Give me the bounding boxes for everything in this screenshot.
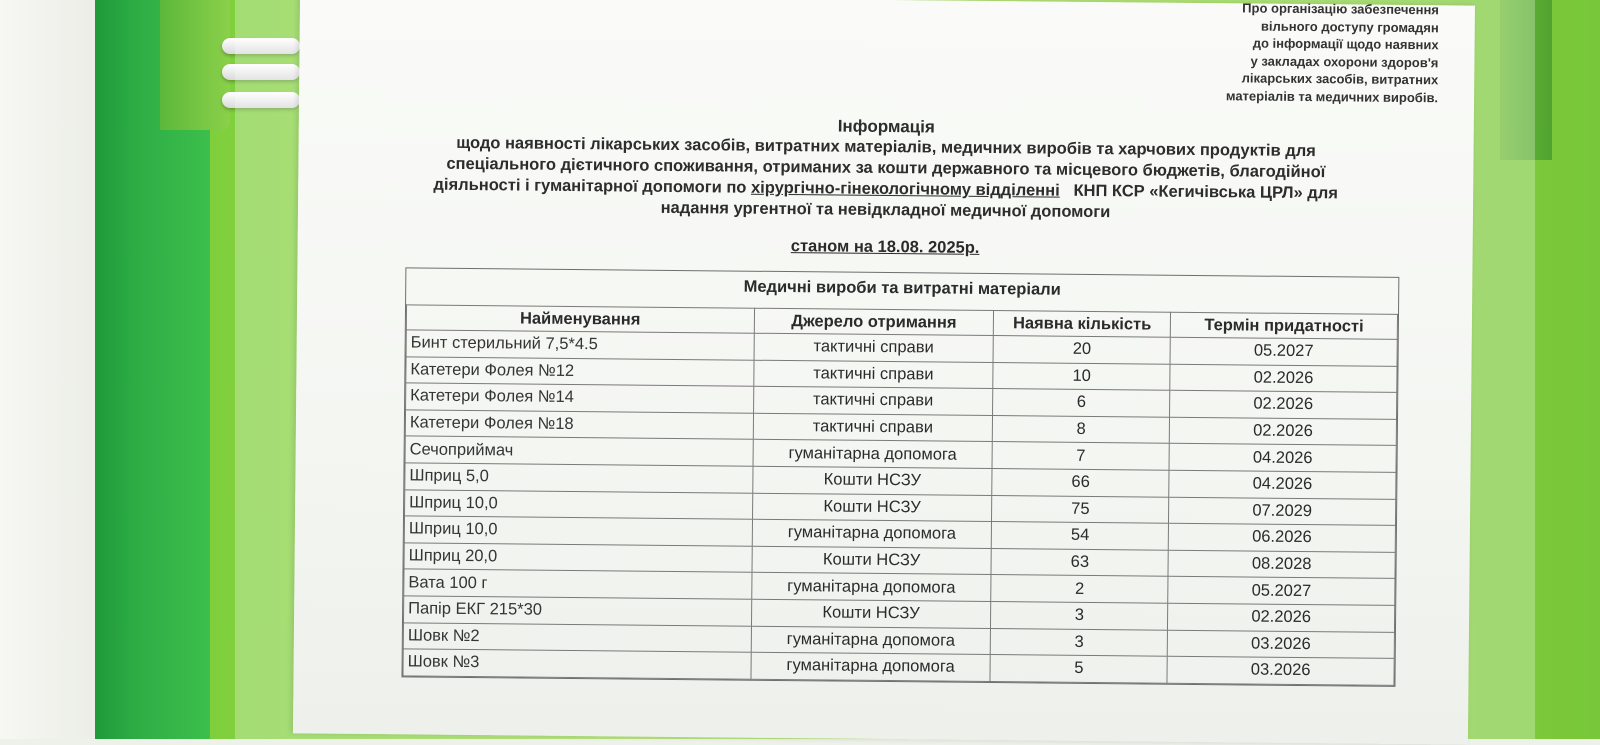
cell-name: Шприц 20,0 — [404, 543, 752, 573]
cell-expiry: 05.2027 — [1168, 577, 1395, 606]
cell-quantity: 66 — [992, 468, 1169, 496]
table-title: Медичні вироби та витратні матеріали — [743, 277, 1061, 299]
decree-line: матеріалів та медичних виробів. — [1225, 87, 1439, 105]
cell-expiry: 06.2026 — [1168, 523, 1395, 552]
cell-source: гуманітарна допомога — [752, 519, 992, 548]
header-source: Джерело отримання — [754, 308, 994, 335]
cell-name: Папір ЕКГ 215*30 — [404, 596, 752, 626]
heading-line-1: щодо наявності лікарських засобів, витратних матеріалів, медичних виробів та харчових продуктів для — [456, 133, 1316, 161]
cell-quantity: 7 — [992, 442, 1169, 470]
cell-source: тактичні справи — [753, 360, 993, 389]
cell-name: Бинт стерильний 7,5*4.5 — [406, 330, 754, 360]
cell-source: Кошти НСЗУ — [752, 466, 992, 495]
cell-name: Шприц 10,0 — [404, 516, 752, 546]
cell-expiry: 02.2026 — [1170, 364, 1397, 393]
cell-expiry: 02.2026 — [1168, 603, 1395, 632]
cell-name: Катетери Фолея №14 — [406, 383, 754, 413]
report-date: станом на 18.08. 2025р. — [790, 237, 980, 257]
department-name: хірургічно-гінекологічному відділенні — [750, 178, 1060, 200]
decree-caption — [1118, 0, 1439, 106]
document-title: Інформація — [837, 116, 935, 137]
cell-quantity: 20 — [993, 336, 1170, 364]
decree-line: Про організацію забезпечення — [1242, 0, 1440, 18]
cell-name: Катетери Фолея №12 — [406, 356, 754, 386]
decree-line: лікарських засобів, витратних — [1241, 70, 1439, 88]
cell-name: Сечоприймач — [405, 436, 753, 466]
cell-name: Шприц 5,0 — [405, 463, 753, 493]
cell-name: Шовк №3 — [403, 649, 751, 679]
cell-expiry: 04.2026 — [1169, 470, 1396, 499]
heading-line-2: спеціального дієтичного споживання, отриманих за кошти державного та місцевого бюджетів, благодійної — [446, 154, 1326, 182]
cell-expiry: 03.2026 — [1167, 656, 1394, 685]
cell-quantity: 2 — [991, 575, 1168, 603]
cell-expiry: 02.2026 — [1169, 417, 1396, 446]
header-name: Найменування — [406, 305, 754, 333]
cell-expiry: 03.2026 — [1167, 630, 1394, 659]
cell-source: тактичні справи — [753, 413, 993, 442]
header-quantity: Наявна кількість — [994, 311, 1171, 338]
heading-line-3-prefix: діяльності і гуманітарної допомоги по — [433, 175, 747, 197]
cell-source: тактичні справи — [754, 333, 994, 362]
heading-line-3-suffix: КНП КСР «Кегичівська ЦРЛ» для — [1073, 181, 1338, 203]
document-sheet — [293, 0, 1475, 745]
cell-source: гуманітарна допомога — [751, 626, 991, 655]
cell-source: тактичні справи — [753, 386, 993, 415]
cell-quantity: 75 — [992, 495, 1169, 523]
cell-name: Шовк №2 — [403, 622, 751, 652]
cell-name: Катетери Фолея №18 — [405, 410, 753, 440]
cell-quantity: 54 — [992, 522, 1169, 550]
heading-line-4: надання ургентної та невідкладної медичної допомоги — [660, 198, 1111, 222]
decree-line: до інформації щодо наявних — [1252, 35, 1439, 53]
supplies-table — [402, 304, 1398, 685]
cell-source: гуманітарна допомога — [753, 440, 993, 469]
cell-quantity: 5 — [990, 655, 1167, 683]
cell-expiry: 05.2027 — [1170, 337, 1397, 366]
cell-quantity: 10 — [993, 362, 1170, 390]
header-expiry: Термін придатності — [1170, 312, 1397, 339]
cell-quantity: 6 — [993, 389, 1170, 417]
cell-expiry: 07.2029 — [1169, 497, 1396, 526]
cell-source: Кошти НСЗУ — [752, 493, 992, 522]
cell-expiry: 04.2026 — [1169, 444, 1396, 473]
document-heading — [298, 110, 1474, 226]
binder-clip — [160, 0, 230, 130]
cell-quantity: 3 — [991, 628, 1168, 656]
cell-quantity: 8 — [993, 415, 1170, 443]
cell-name: Шприц 10,0 — [405, 489, 753, 519]
supplies-table-block — [401, 267, 1399, 686]
cell-expiry: 02.2026 — [1170, 390, 1397, 419]
cell-name: Вата 100 г — [404, 569, 752, 599]
cell-source: Кошти НСЗУ — [751, 599, 991, 628]
cell-quantity: 63 — [991, 548, 1168, 576]
decree-line: у закладах охорони здоров'я — [1250, 52, 1439, 70]
cell-source: гуманітарна допомога — [751, 652, 991, 681]
decree-line: вільного доступу громадян — [1260, 18, 1439, 35]
cell-expiry: 08.2028 — [1168, 550, 1395, 579]
cell-source: гуманітарна допомога — [751, 573, 991, 602]
cell-quantity: 3 — [991, 601, 1168, 629]
cell-source: Кошти НСЗУ — [752, 546, 992, 575]
